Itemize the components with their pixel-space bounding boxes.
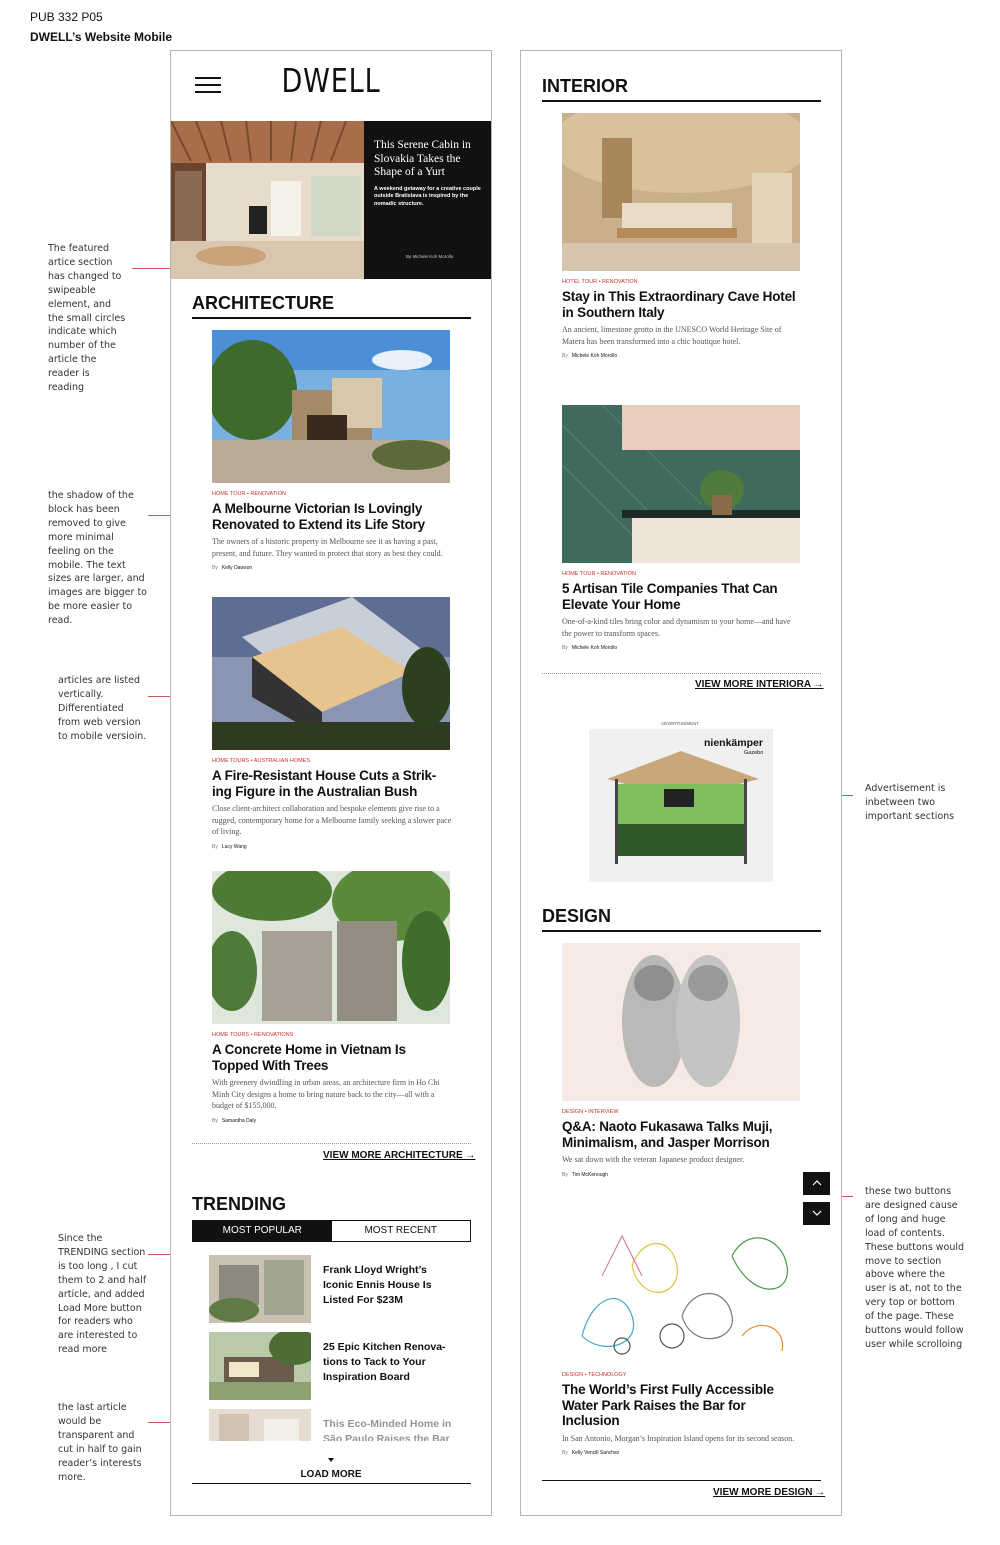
article-author[interactable]: Samantha Daly (221, 1117, 257, 1124)
article-headline[interactable]: A Fire-Resistant House Cuts a Strik- ing Figure in the Australian Bush (212, 768, 437, 799)
chevron-up-icon (812, 1180, 822, 1186)
article-headline[interactable]: The World’s First Fully Accessible Water Park Raises the Bar for Inclusion (562, 1382, 774, 1428)
trending-thumbnail[interactable] (209, 1332, 311, 1400)
article-byline (212, 1118, 452, 1124)
article-headline[interactable]: Stay in This Extraordinary Cave Hotel in Southern Italy (562, 289, 796, 320)
section-title-interior: INTERIOR (542, 76, 821, 102)
trending-item-faded[interactable] (209, 1409, 459, 1441)
article-image[interactable] (562, 1216, 800, 1364)
article-image[interactable] (562, 943, 800, 1101)
article-byline (212, 565, 452, 571)
note-advertisement: Advertisement is inbetween two important sections (865, 783, 955, 822)
trending-thumbnail[interactable] (209, 1255, 311, 1323)
article-author[interactable]: Kelly Dawson (221, 565, 253, 571)
advertisement-banner[interactable] (589, 729, 773, 882)
article-byline (562, 353, 802, 359)
carousel-dot[interactable] (205, 282, 209, 286)
byline-label: By (562, 645, 568, 651)
article-byline (562, 1450, 802, 1456)
article-tag[interactable]: HOME TOUR • RENOVATION (562, 571, 636, 577)
divider (542, 1480, 821, 1481)
scroll-up-button[interactable] (803, 1172, 830, 1195)
article-tag[interactable]: DESIGN • INTERVIEW (562, 1109, 619, 1115)
advertisement-label: ADVERTISEMENT (661, 721, 700, 726)
article-byline (562, 1172, 802, 1178)
view-more-interior-link[interactable]: VIEW MORE INTERIORA → (695, 679, 824, 690)
note-featured: The featured artice section has changed to swipeable element, and the small circles indicate which number of the article the reader is reading (48, 243, 126, 394)
hero-title[interactable]: This Serene Cabin in Slovakia Takes the Shape of a Yurt (374, 139, 471, 178)
note-last-article: the last article would be transparent and cut in half to gain reader’s interests more. (58, 1402, 142, 1483)
document-code: PUB 332 P05 (30, 10, 103, 24)
article-image[interactable] (562, 113, 800, 271)
article-image[interactable] (562, 405, 800, 563)
carousel-dot[interactable] (178, 282, 182, 286)
load-more-button[interactable]: LOAD MORE (300, 1469, 362, 1480)
carousel-dot[interactable] (187, 282, 191, 286)
divider (192, 1143, 471, 1144)
leader-line (132, 268, 172, 269)
mobile-screen-right (520, 50, 842, 1516)
article-dek: An ancient, limestone grotto in the UNESCO World Heritage Site of Matera has been transformed into a chic boutique hotel. (562, 325, 782, 346)
article-tag[interactable]: DESIGN • TECHNOLOGY (562, 1372, 627, 1378)
article-author[interactable]: Michele Koh Morollo (571, 353, 618, 359)
article-dek: Close client-architect collaboration and bespoke elements give rise to a rugged, contemporary home for a Melbourne family seeking a slower pace of living. (212, 804, 452, 836)
article-author[interactable]: Michele Koh Morollo (571, 645, 618, 651)
section-title-architecture: ARCHITECTURE (192, 293, 471, 319)
article-byline (212, 844, 452, 850)
trending-tabs (192, 1220, 471, 1242)
carousel-dot[interactable] (214, 282, 218, 286)
article-image[interactable] (212, 330, 450, 483)
trending-item[interactable] (209, 1332, 459, 1400)
trending-title[interactable]: 25 Epic Kitchen Renova- tions to Tack to Your Inspiration Board (323, 1341, 446, 1383)
article-author[interactable]: Kelly Vencill Sanchez (571, 1450, 620, 1456)
article-card[interactable] (562, 1216, 802, 1456)
chevron-down-icon (328, 1458, 334, 1462)
article-byline (562, 645, 802, 651)
article-tag[interactable]: HOTEL TOUR • RENOVATION (562, 279, 638, 285)
article-author[interactable]: Lucy Wang (221, 843, 247, 850)
hero-dek: A weekend getaway for a creative couple outside Bratislava is inspired by the nomadic structure. (374, 185, 481, 207)
byline-label: By (562, 1450, 568, 1456)
byline-label: By (562, 1171, 568, 1178)
note-trending: Since the TRENDING section is too long , I cut them to 2 and half article, and added Load More button for readers who are interested to read more (58, 1233, 147, 1356)
article-headline[interactable]: A Melbourne Victorian Is Lovingly Renovated to Extend its Life Story (212, 501, 425, 532)
article-headline[interactable]: Q&A: Naoto Fukasawa Talks Muji, Minimalism, and Jasper Morrison (562, 1119, 773, 1150)
article-dek: In San Antonio, Morgan’s Inspiration Island opens for its second season. (562, 1433, 795, 1443)
view-more-design-link[interactable]: VIEW MORE DESIGN → (713, 1487, 826, 1498)
hero-author[interactable]: Michele Koh Morollo (412, 254, 454, 259)
article-card[interactable] (212, 330, 452, 571)
trending-title[interactable]: This Eco-Minded Home in São Paulo Raises the Bar (323, 1418, 452, 1441)
note-listed: articles are listed vertically. Differentiated from web version to mobile versioin. (58, 675, 147, 742)
note-shadow: the shadow of the block has been removed to give more minimal feeling on the mobile. The text sizes are larger, and images are bigger to be more easier to read. (48, 490, 147, 627)
advertisement-brand: nienkämper (704, 737, 763, 749)
document-title: DWELL’s Website Mobile (30, 30, 173, 44)
note-nav-buttons: these two buttons are designed cause of long and huge load of contents. These buttons would move to section above where the user is at, not to the very top or bottom of the page. These buttons would follow user while scrolloing (865, 1186, 965, 1350)
article-card[interactable] (212, 871, 452, 1124)
trending-item[interactable] (209, 1255, 459, 1323)
chevron-down-icon (812, 1210, 822, 1216)
divider (542, 673, 821, 674)
article-image[interactable] (212, 597, 450, 750)
trending-title[interactable]: Frank Lloyd Wright’s Iconic Ennis House Is Listed For $23M (323, 1264, 432, 1306)
divider (192, 1483, 471, 1484)
section-title-design: DESIGN (542, 906, 821, 932)
tab-most-popular[interactable]: MOST POPULAR (193, 1221, 332, 1241)
advertisement-product: Gazebo (744, 750, 764, 756)
scroll-down-button[interactable] (803, 1202, 830, 1225)
section-title-trending: TRENDING (192, 1194, 286, 1214)
view-more-architecture-link[interactable]: VIEW MORE ARCHITECTURE → (323, 1150, 476, 1161)
article-author[interactable]: Tim McKenough (571, 1171, 609, 1178)
byline-label: By (212, 565, 218, 571)
tab-most-recent[interactable]: MOST RECENT (364, 1225, 438, 1236)
article-dek: One-of-a-kind tiles bring color and dynamism to your home—and have the power to transform spaces. (562, 617, 791, 638)
mobile-screen-left (170, 50, 492, 1516)
byline-label: By (212, 1117, 218, 1124)
article-headline[interactable]: 5 Artisan Tile Companies That Can Elevate Your Home (562, 581, 778, 612)
site-logo[interactable]: DWELL (281, 61, 381, 100)
article-card[interactable] (562, 405, 802, 651)
hero-byline (406, 254, 453, 259)
carousel-dot[interactable] (196, 282, 200, 286)
trending-thumbnail[interactable] (209, 1409, 311, 1441)
article-card[interactable] (562, 943, 802, 1178)
article-card[interactable] (212, 597, 452, 850)
article-tag[interactable]: HOME TOURS • RENOVATIONS (212, 1032, 294, 1038)
article-card[interactable] (562, 113, 802, 359)
article-dek: We sat down with the veteran Japanese product designer. (562, 1155, 745, 1164)
carousel-indicator (178, 273, 223, 278)
byline-label: By (562, 353, 568, 359)
byline-label: By (212, 843, 218, 850)
hero-card[interactable] (364, 121, 491, 279)
article-tag[interactable]: HOME TOURS • AUSTRALIAN HOMES (212, 758, 310, 764)
article-tag[interactable]: HOME TOUR • RENOVATION (212, 491, 286, 497)
byline-label: By (406, 254, 412, 259)
article-image[interactable] (212, 871, 450, 1024)
article-dek: The owners of a historic property in Melbourne see it as having a past, present, and future. They wanted to protect that story as best they could. (212, 537, 443, 558)
article-dek: With greenery dwindling in urban areas, an architecture firm in Ho Chi Minh City designs a home to bring nature back to the city—all with a budget of $155,000. (212, 1078, 440, 1110)
article-headline[interactable]: A Concrete Home in Vietnam Is Topped With Trees (212, 1042, 406, 1073)
